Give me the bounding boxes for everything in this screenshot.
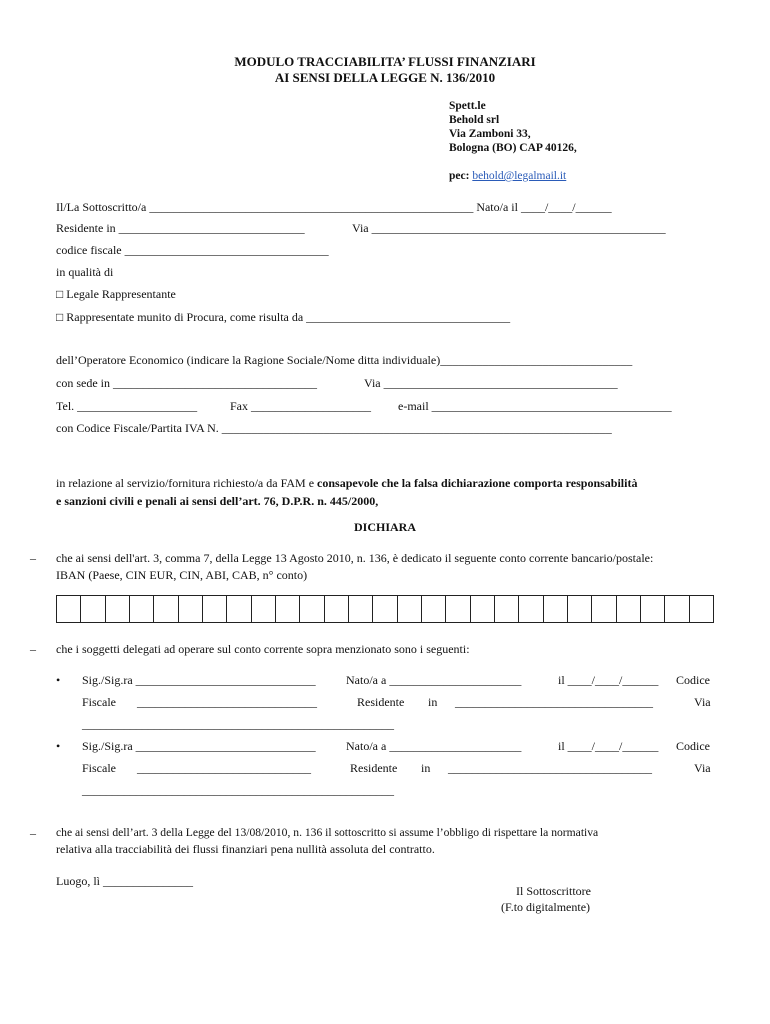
delegate2-residente-field[interactable]: __________________________________ bbox=[448, 761, 652, 775]
iban-cell[interactable] bbox=[300, 596, 324, 622]
dash-marker: – bbox=[30, 826, 36, 840]
delegate1-residente-label: Residente bbox=[357, 695, 405, 709]
bullet-marker: • bbox=[56, 673, 61, 687]
iban-cell[interactable] bbox=[154, 596, 178, 622]
delegate2-fiscale-label: Fiscale bbox=[82, 761, 116, 775]
iban-grid[interactable] bbox=[56, 595, 714, 623]
residente-via-field[interactable]: Via _________________________________________________ bbox=[352, 221, 666, 235]
iban-cell[interactable] bbox=[373, 596, 397, 622]
iban-cell[interactable] bbox=[617, 596, 641, 622]
luogo-field[interactable]: Luogo, lì _______________ bbox=[56, 874, 193, 888]
recipient-street: Via Zamboni 33, bbox=[449, 128, 531, 140]
iban-cell[interactable] bbox=[544, 596, 568, 622]
iban-cell[interactable] bbox=[665, 596, 689, 622]
delegate1-via-field[interactable]: ____________________________________________________ bbox=[82, 717, 394, 731]
cf-piva-field[interactable]: con Codice Fiscale/Partita IVA N. _________________________________________________________________ bbox=[56, 421, 612, 435]
iban-cell[interactable] bbox=[227, 596, 251, 622]
pec-email-link[interactable]: behold@legalmail.it bbox=[472, 170, 567, 182]
delegate1-codice-label: Codice bbox=[676, 673, 710, 687]
delegate1-sig-field[interactable]: Sig./Sig.ra ______________________________ bbox=[82, 673, 316, 687]
document-title-line2: AI SENSI DELLA LEGGE N. 136/2010 bbox=[274, 70, 496, 85]
recipient-company: Behold srl bbox=[449, 114, 500, 126]
delegate1-fiscale-label: Fiscale bbox=[82, 695, 116, 709]
iban-cell[interactable] bbox=[568, 596, 592, 622]
recipient-pec bbox=[449, 170, 566, 182]
residente-field[interactable]: Residente in _______________________________ bbox=[56, 221, 305, 235]
delegate2-nato-field[interactable]: Nato/a a ______________________ bbox=[346, 739, 522, 753]
delegate2-via-label: Via bbox=[694, 761, 711, 775]
delegate2-sig-field[interactable]: Sig./Sig.ra ______________________________ bbox=[82, 739, 316, 753]
iban-cell[interactable] bbox=[276, 596, 300, 622]
sede-via-field[interactable]: Via _______________________________________ bbox=[364, 376, 618, 390]
qualita-label: in qualità di bbox=[56, 265, 114, 279]
iban-cell[interactable] bbox=[81, 596, 105, 622]
iban-cell[interactable] bbox=[690, 596, 713, 622]
codice-fiscale-field[interactable]: codice fiscale __________________________________ bbox=[56, 243, 329, 257]
relazione-line2: e sanzioni civili e penali ai sensi dell’art. 76, D.P.R. n. 445/2000, bbox=[56, 494, 379, 508]
obbligo-line1: che ai sensi dell’art. 3 della Legge del 13/08/2010, n. 136 il sottoscritto si assume l’obbligo di rispettare la normativa bbox=[56, 826, 599, 839]
delegate2-via-field[interactable]: ____________________________________________________ bbox=[82, 783, 394, 797]
delegate1-in-label: in bbox=[428, 695, 438, 709]
iban-cell[interactable] bbox=[592, 596, 616, 622]
iban-cell[interactable] bbox=[471, 596, 495, 622]
iban-cell[interactable] bbox=[446, 596, 470, 622]
iban-cell[interactable] bbox=[57, 596, 81, 622]
iban-cell[interactable] bbox=[398, 596, 422, 622]
iban-cell[interactable] bbox=[203, 596, 227, 622]
bullet-marker: • bbox=[56, 739, 61, 753]
delegate2-codice-label: Codice bbox=[676, 739, 710, 753]
email-field[interactable]: e-mail ________________________________________ bbox=[398, 399, 672, 413]
delegate1-date-field[interactable]: il ____/____/______ bbox=[558, 673, 659, 687]
dichiara-heading: DICHIARA bbox=[353, 520, 416, 534]
checkbox-legale-rappresentante[interactable]: □ Legale Rappresentante bbox=[56, 287, 176, 301]
checkbox-procura[interactable]: □ Rappresentate munito di Procura, come risulta da __________________________________ bbox=[56, 310, 511, 324]
signature-note: (F.to digitalmente) bbox=[501, 900, 591, 914]
fax-field[interactable]: Fax ____________________ bbox=[230, 399, 371, 413]
iban-cell[interactable] bbox=[325, 596, 349, 622]
tel-field[interactable]: Tel. ____________________ bbox=[56, 399, 198, 413]
pec-label: pec: bbox=[449, 170, 470, 182]
delegate2-fiscale-field[interactable]: _____________________________ bbox=[137, 761, 311, 775]
obbligo-line2: relativa alla tracciabilità dei flussi finanziari pena nullità assoluta del contratto. bbox=[56, 842, 435, 856]
iban-cell[interactable] bbox=[519, 596, 543, 622]
document-title-line1: MODULO TRACCIABILITA’ FLUSSI FINANZIARI bbox=[234, 54, 536, 69]
delegate1-nato-field[interactable]: Nato/a a ______________________ bbox=[346, 673, 522, 687]
dash-marker: – bbox=[30, 551, 36, 565]
delegate2-date-field[interactable]: il ____/____/______ bbox=[558, 739, 659, 753]
iban-cell[interactable] bbox=[130, 596, 154, 622]
dash-marker: – bbox=[30, 642, 36, 656]
iban-cell[interactable] bbox=[106, 596, 130, 622]
iban-cell[interactable] bbox=[349, 596, 373, 622]
iban-intro-line1: che ai sensi dell'art. 3, comma 7, della Legge 13 Agosto 2010, n. 136, è dedicato il seguente conto corrente bancario/postale: bbox=[56, 551, 654, 565]
delegate1-fiscale-field[interactable]: ______________________________ bbox=[137, 695, 317, 709]
iban-cell[interactable] bbox=[179, 596, 203, 622]
delegate2-in-label: in bbox=[421, 761, 431, 775]
relazione-bold-text: consapevole che la falsa dichiarazione comporta responsabilità bbox=[317, 476, 638, 490]
signature-label: Il Sottoscrittore bbox=[516, 884, 591, 898]
iban-cell[interactable] bbox=[422, 596, 446, 622]
iban-cell[interactable] bbox=[641, 596, 665, 622]
delegati-intro: che i soggetti delegati ad operare sul conto corrente sopra menzionato sono i seguenti: bbox=[56, 642, 470, 656]
relazione-line1 bbox=[56, 476, 637, 491]
delegate1-residente-field[interactable]: _________________________________ bbox=[455, 695, 653, 709]
delegate1-via-label: Via bbox=[694, 695, 711, 709]
recipient-salutation: Spett.le bbox=[449, 100, 486, 112]
iban-cell[interactable] bbox=[252, 596, 276, 622]
sede-field[interactable]: con sede in __________________________________ bbox=[56, 376, 317, 390]
recipient-city: Bologna (BO) CAP 40126, bbox=[449, 142, 577, 154]
iban-intro-line2: IBAN (Paese, CIN EUR, CIN, ABI, CAB, n° conto) bbox=[56, 568, 308, 582]
delegate2-residente-label: Residente bbox=[350, 761, 398, 775]
relazione-text: in relazione al servizio/fornitura richiesto/a da FAM e bbox=[56, 476, 318, 490]
sottoscritto-field[interactable]: Il/La Sottoscritto/a ______________________________________________________ Nato/a il ____/____/______ bbox=[56, 200, 612, 214]
iban-cell[interactable] bbox=[495, 596, 519, 622]
operatore-economico-field[interactable]: dell’Operatore Economico (indicare la Ragione Sociale/Nome ditta individuale)________________________________ bbox=[56, 353, 633, 367]
